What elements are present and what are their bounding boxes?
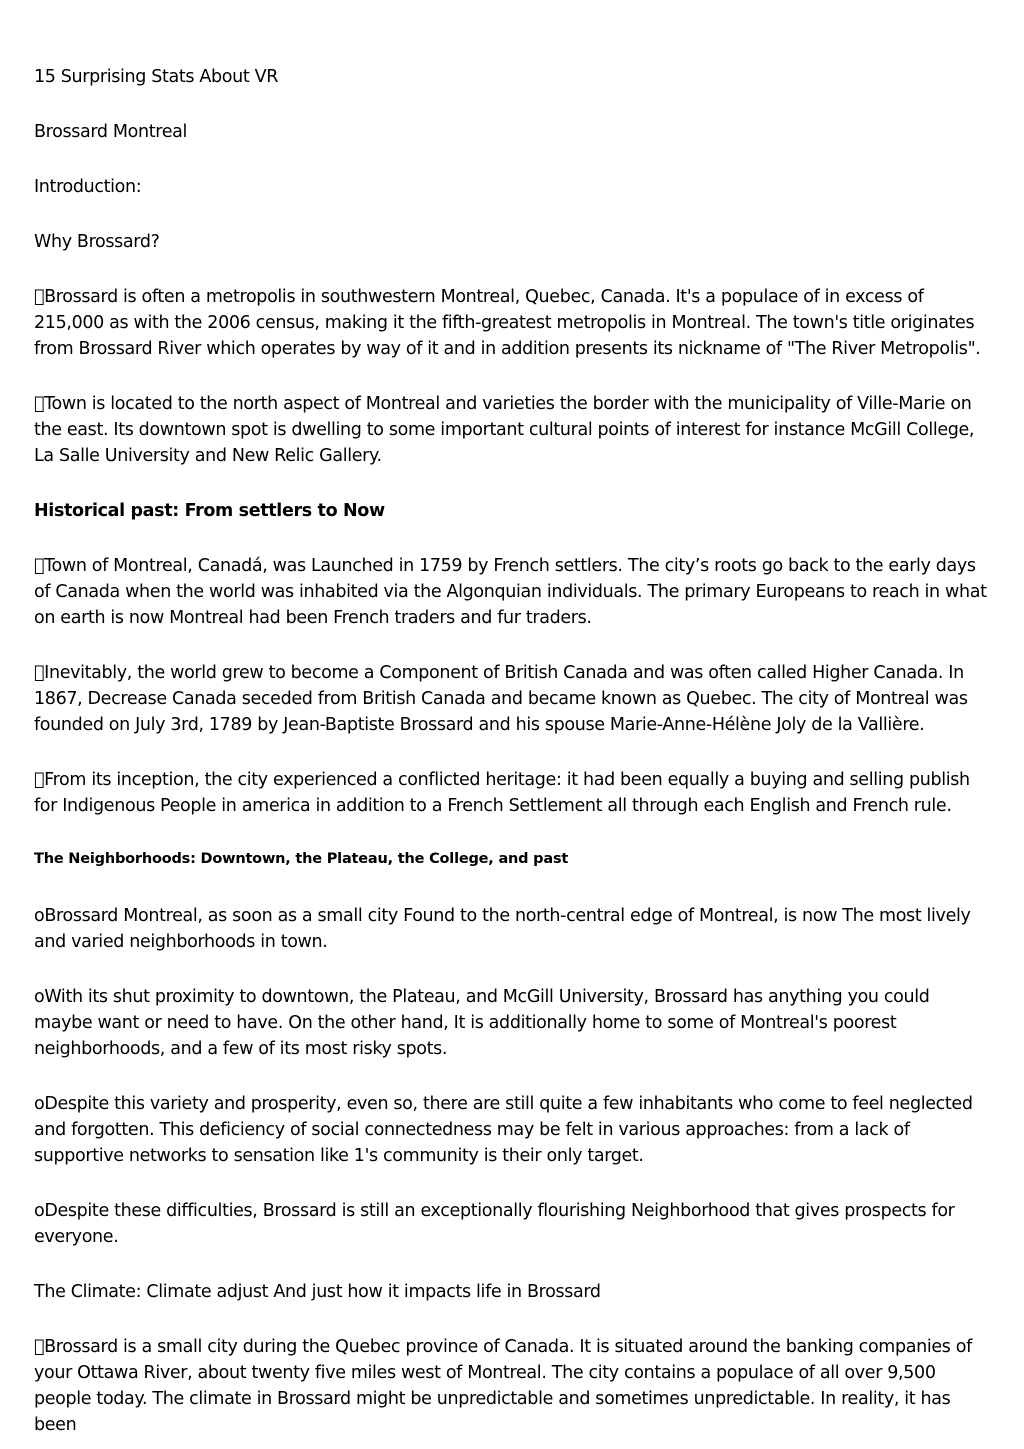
- document-title: 15 Surprising Stats About VR: [34, 67, 279, 87]
- document-body: [34, 64, 992, 1438]
- history-paragraph-2: Inevitably, the world grew to become a Component of British Canada and was often called Higher Canada. In 1867, Decrease Canada seceded from British Canada and became known as Quebec. The city of Montreal was founded on July 3rd, 1789 by Jean-Baptiste Brossard and his spouse Marie-Anne-Hélène Joly de la Vallière.: [34, 663, 968, 735]
- climate-paragraph-1: Brossard is a small city during the Quebec province of Canada. It is situated around the banking companies of your Ottawa River, about twenty five miles west of Montreal. The city contains a populace of all over 9,500 people today. The climate in Brossard might be unpredictable and sometimes unpredictable. In reality, it has been: [34, 1337, 962, 1435]
- introduction-label: Introduction:: [34, 177, 142, 197]
- neighborhoods-paragraph-2: oWith its shut proximity to downtown, the Plateau, and McGill University, Brossard has anything you could maybe want or need to have. On the other hand, It is additionally home to some of Montreal's poorest neighborhoods, and a few of its most risky spots.: [34, 987, 930, 1059]
- document-subtitle: Brossard Montreal: [34, 122, 188, 142]
- why-paragraph-1: Brossard is often a metropolis in southwestern Montreal, Quebec, Canada. It's a populace of in excess of 215,000 as with the 2006 census, making it the fifth-greatest metropolis in Montreal. The town's title originates from Brossard River which operates by way of it and in addition presents its nickname of "The River Metropolis".: [34, 287, 989, 359]
- history-paragraph-1: Town of Montreal, Canadá, was Launched in 1759 by French settlers. The city’s roots go back to the early days of Canada when the world was inhabited via the Algonquian individuals. The primary Europeans to reach in what on earth is now Montreal had been French traders and fur traders.: [34, 556, 992, 628]
- why-brossard-heading: Why Brossard?: [34, 232, 160, 252]
- neighborhoods-heading: The Neighborhoods: Downtown, the Plateau, the College, and past: [34, 851, 569, 867]
- history-paragraph-3: From its inception, the city experienced a conflicted heritage: it had been equally a buying and selling publish for Indigenous People in america in addition to a French Settlement all through each English and French rule.: [34, 770, 988, 816]
- why-paragraph-2: Town is located to the north aspect of Montreal and varieties the border with the municipality of Ville-Marie on the east. Its downtown spot is dwelling to some important cultural points of interest for instance McGill College, La Salle University and New Relic Gallery.: [34, 394, 975, 466]
- history-heading: Historical past: From settlers to Now: [34, 501, 385, 521]
- neighborhoods-paragraph-1: oBrossard Montreal, as soon as a small city Found to the north-central edge of Montreal, is now The most lively and varied neighborhoods in town.: [34, 906, 971, 952]
- climate-heading: The Climate: Climate adjust And just how it impacts life in Brossard: [34, 1282, 601, 1302]
- neighborhoods-paragraph-3: oDespite this variety and prosperity, even so, there are still quite a few inhabitants who come to feel neglected and forgotten. This deficiency of social connectedness may be felt in various approaches: from a lack of supportive networks to sensation like 1's community is their only target.: [34, 1094, 973, 1166]
- neighborhoods-paragraph-4: oDespite these difficulties, Brossard is still an exceptionally flourishing Neighborhood that gives prospects for everyone.: [34, 1201, 955, 1247]
